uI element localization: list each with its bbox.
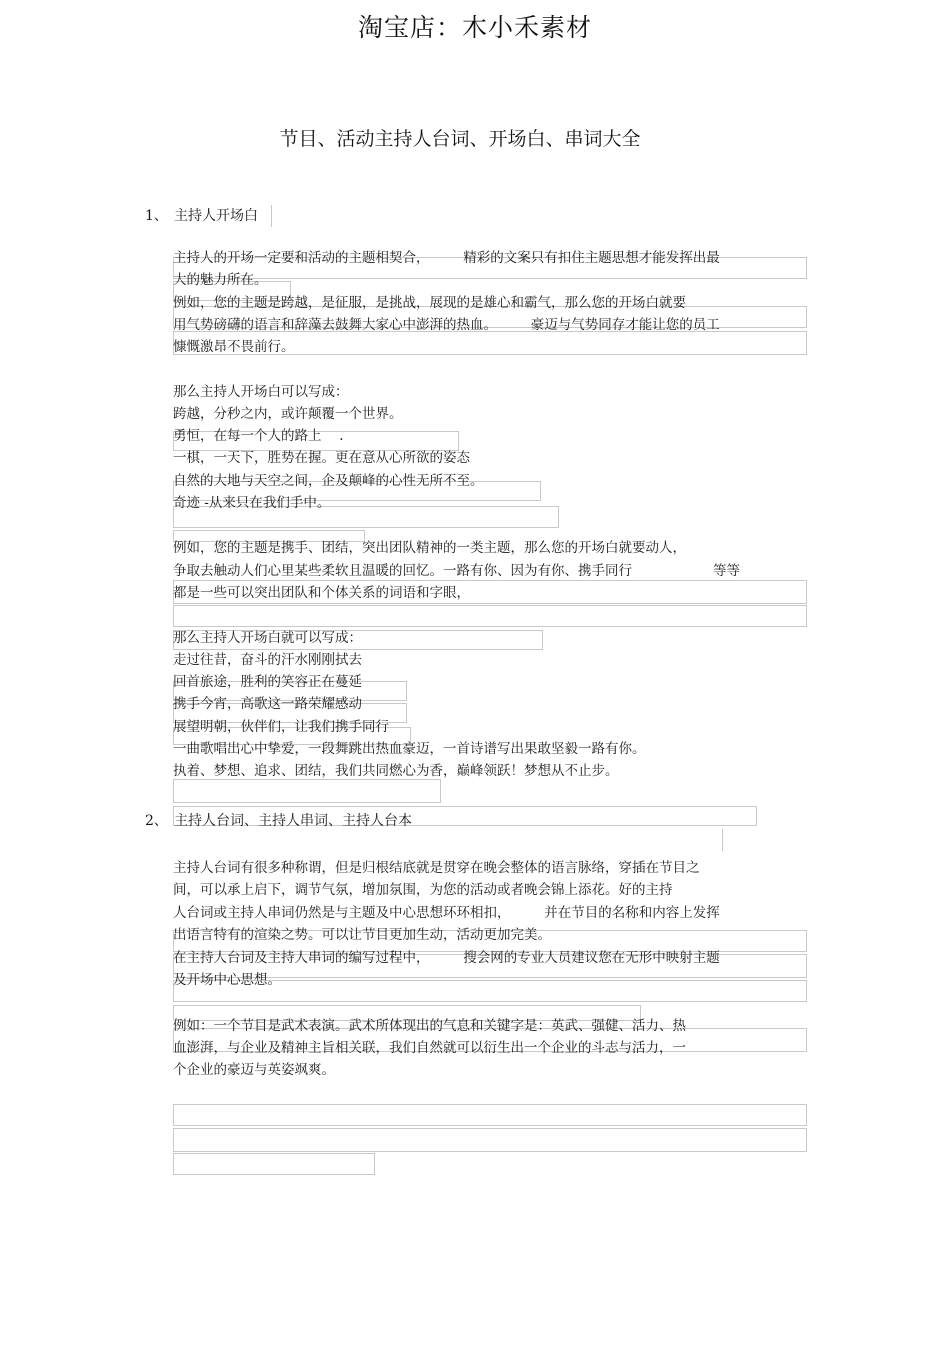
paragraph-line: 在主持人台词及主持人串词的编写过程中， 搜会网的专业人员建议您在无形中映射主题 [173,950,720,966]
poem-line: 走过往昔，奋斗的汗水刚刚拭去 [173,652,362,668]
poem-line: 携手今宵，高歌这一路荣耀感动 [173,696,362,712]
paragraph-line: 都是一些可以突出团队和个体关系的词语和字眼， [173,585,470,601]
paragraph-line: 例如：一个节目是武术表演。武术所体现出的气息和关键字是：英武、强健、活力、热 [173,1018,686,1034]
paragraph-line: 争取去触动人们心里某些柔软且温暖的回忆。一路有你、因为有你、携手同行 等等 [173,563,740,579]
frame-line [722,829,723,851]
paragraph-line: 慷慨激昂不畏前行。 [173,339,295,355]
paragraph-line: 血澎湃，与企业及精神主旨相关联，我们自然就可以衍生出一个企业的斗志与活力，一 [173,1040,686,1056]
frame-box [173,779,441,803]
section-title: 主持人开场白 [174,208,258,224]
section-title: 主持人台词、主持人串词、主持人台本 [174,813,412,829]
paragraph-line: 主持人的开场一定要和活动的主题相契合， 精彩的文案只有扣住主题思想才能发挥出最 [173,250,720,266]
paragraph-line: 例如，您的主题是携手、团结，突出团队精神的一类主题，那么您的开场白就要动人， [173,540,686,556]
paragraph-line: 及开场中心思想。 [173,972,281,988]
poem-line: 一曲歌唱出心中挚爱，一段舞跳出热血豪迈，一首诗谱写出果敢坚毅一路有你。 [173,741,646,757]
poem-line: 奇迹 -从来只在我们手中。 [173,495,331,511]
frame-box [173,605,807,627]
frame-box [173,1153,375,1175]
paragraph-line: 主持人台词有很多种称谓，但是归根结底就是贯穿在晚会整体的语言脉络，穿插在节目之 [173,860,700,876]
poem-line: 执着、梦想、追求、团结，我们共同燃心为香，巅峰领跃！梦想从不止步。 [173,763,619,779]
shop-header: 淘宝店：木小禾素材 [357,13,592,42]
frame-box [173,1128,807,1152]
paragraph-line: 那么主持人开场白就可以写成： [173,630,362,646]
paragraph-line: 人台词或主持人串词仍然是与主题及中心思想环环相扣， 并在节目的名称和内容上发挥 [173,905,720,921]
poem-line: 勇恒，在每一个人的路上 . [173,428,344,444]
frame-line [271,205,272,227]
paragraph-line: 大的魅力所在。 [173,272,268,288]
section-number: 2、 [145,813,168,829]
section-number: 1、 [145,208,168,224]
document-title: 节目、活动主持人台词、开场白、串词大全 [279,128,641,150]
paragraph-line: 个企业的豪迈与英姿飒爽。 [173,1062,335,1078]
paragraph-line: 间，可以承上启下，调节气氛，增加氛围，为您的活动或者晚会锦上添花。好的主持 [173,882,673,898]
poem-line: 跨越，分秒之内，或许颠覆一个世界。 [173,406,403,422]
paragraph-line: 例如，您的主题是跨越，是征服，是挑战，展现的是雄心和霸气，那么您的开场白就要 [173,295,686,311]
poem-line: 自然的大地与天空之间，企及颠峰的心性无所不至。 [173,473,484,489]
paragraph-line: 用气势磅礴的语言和辞藻去鼓舞大家心中澎湃的热血。 豪迈与气势同存才能让您的员工 [173,317,720,333]
poem-line: 展望明朝，伙伴们，让我们携手同行 [173,719,389,735]
paragraph-line: 那么主持人开场白可以写成： [173,384,349,400]
poem-line: 一棋，一天下，胜势在握。更在意从心所欲的姿态 [173,450,470,466]
paragraph-line: 出语言特有的渲染之势。可以让节目更加生动，活动更加完美。 [173,927,551,943]
poem-line: 回首旅途，胜利的笑容正在蔓延 [173,674,362,690]
frame-box [173,1104,807,1126]
